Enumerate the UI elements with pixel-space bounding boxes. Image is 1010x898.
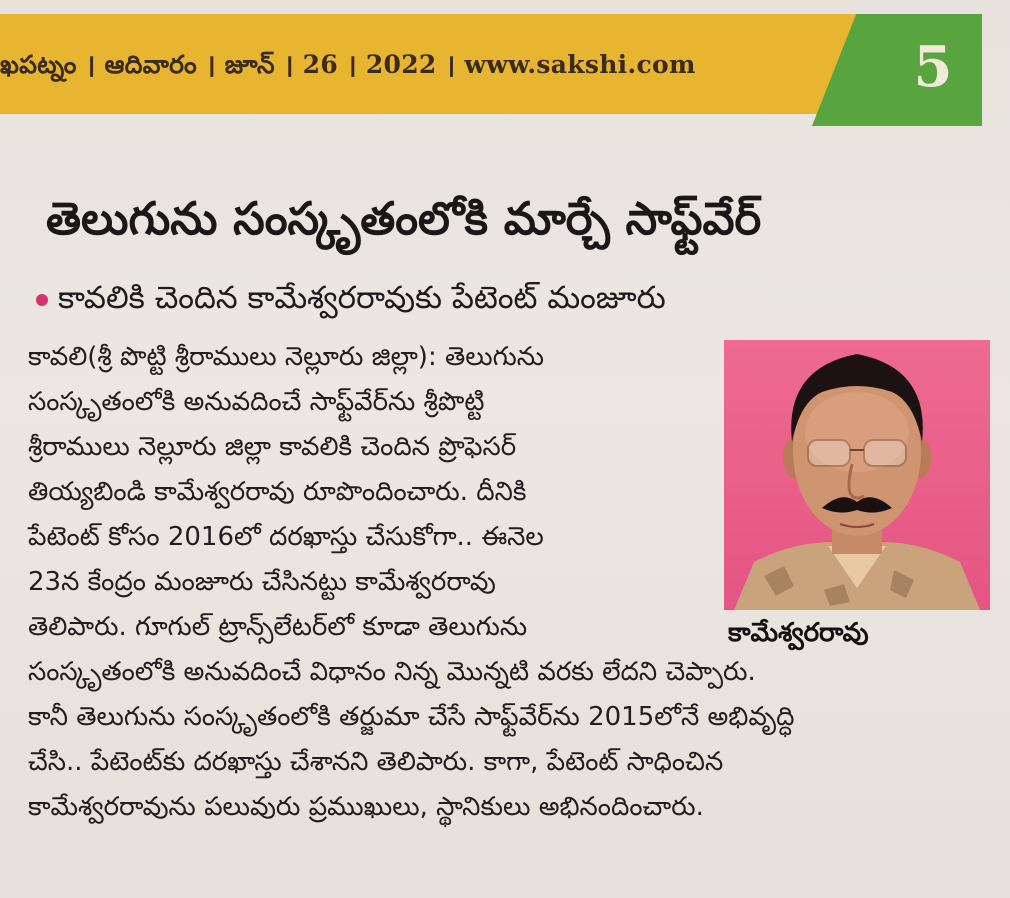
article-line: సంస్కృతంలోకి అనువదించే సాఫ్ట్‌వేర్‌ను శ్రీపొట్టి bbox=[28, 387, 485, 417]
header-dateline: ఖపట్నం । ఆదివారం । జూన్ । 26 । 2022 । www.sakshi.com bbox=[0, 50, 696, 79]
article-line: 23న కేంద్రం మంజూరు చేసినట్టు కామేశ్వరరావు bbox=[28, 567, 496, 597]
article-line: కామేశ్వరరావును పలువురు ప్రముఖులు, స్థానికులు అభినందించారు. bbox=[28, 792, 704, 822]
article-line: కావలి(శ్రీ పొట్టి శ్రీరాములు నెల్లూరు జిల్లా): తెలుగును bbox=[28, 342, 545, 372]
article-line: తియ్యబిండి కామేశ్వరరావు రూపొందించారు. దీనికి bbox=[28, 477, 527, 507]
article-line: కానీ తెలుగును సంస్కృతంలోకి తర్జుమా చేసే సాఫ్ట్‌వేర్‌ను 2015లోనే అభివృద్ధి bbox=[28, 702, 795, 732]
article-line: సంస్కృతంలోకి అనువదించే విధానం నిన్న మొన్నటి వరకు లేదని చెప్పారు. bbox=[28, 657, 756, 687]
bullet-icon bbox=[36, 294, 48, 306]
photo-caption: కామేశ్వరరావు bbox=[728, 618, 869, 648]
portrait-photo bbox=[724, 340, 990, 610]
page-number: 5 bbox=[913, 34, 953, 100]
subheading-text: కావలికి చెందిన కామేశ్వరరావుకు పేటెంట్ మంజూరు bbox=[58, 280, 666, 316]
article-line: పేటెంట్ కోసం 2016లో దరఖాస్తు చేసుకోగా.. ఈనెల bbox=[28, 522, 544, 552]
article-line: చేసి.. పేటెంట్‌కు దరఖాస్తు చేశానని తెలిపారు. కాగా, పేటెంట్ సాధించిన bbox=[28, 747, 724, 777]
article-headline: తెలుగును సంస్కృతంలోకి మార్చే సాఫ్ట్‌వేర్ bbox=[46, 192, 762, 245]
article-subheading bbox=[36, 280, 876, 323]
article-line: శ్రీరాములు నెల్లూరు జిల్లా కావలికి చెందిన ప్రొఫెసర్ bbox=[28, 432, 517, 462]
person-portrait-icon bbox=[724, 340, 990, 610]
article-line: తెలిపారు. గూగుల్ ట్రాన్స్‌లేటర్‌లో కూడా తెలుగును bbox=[28, 612, 528, 642]
